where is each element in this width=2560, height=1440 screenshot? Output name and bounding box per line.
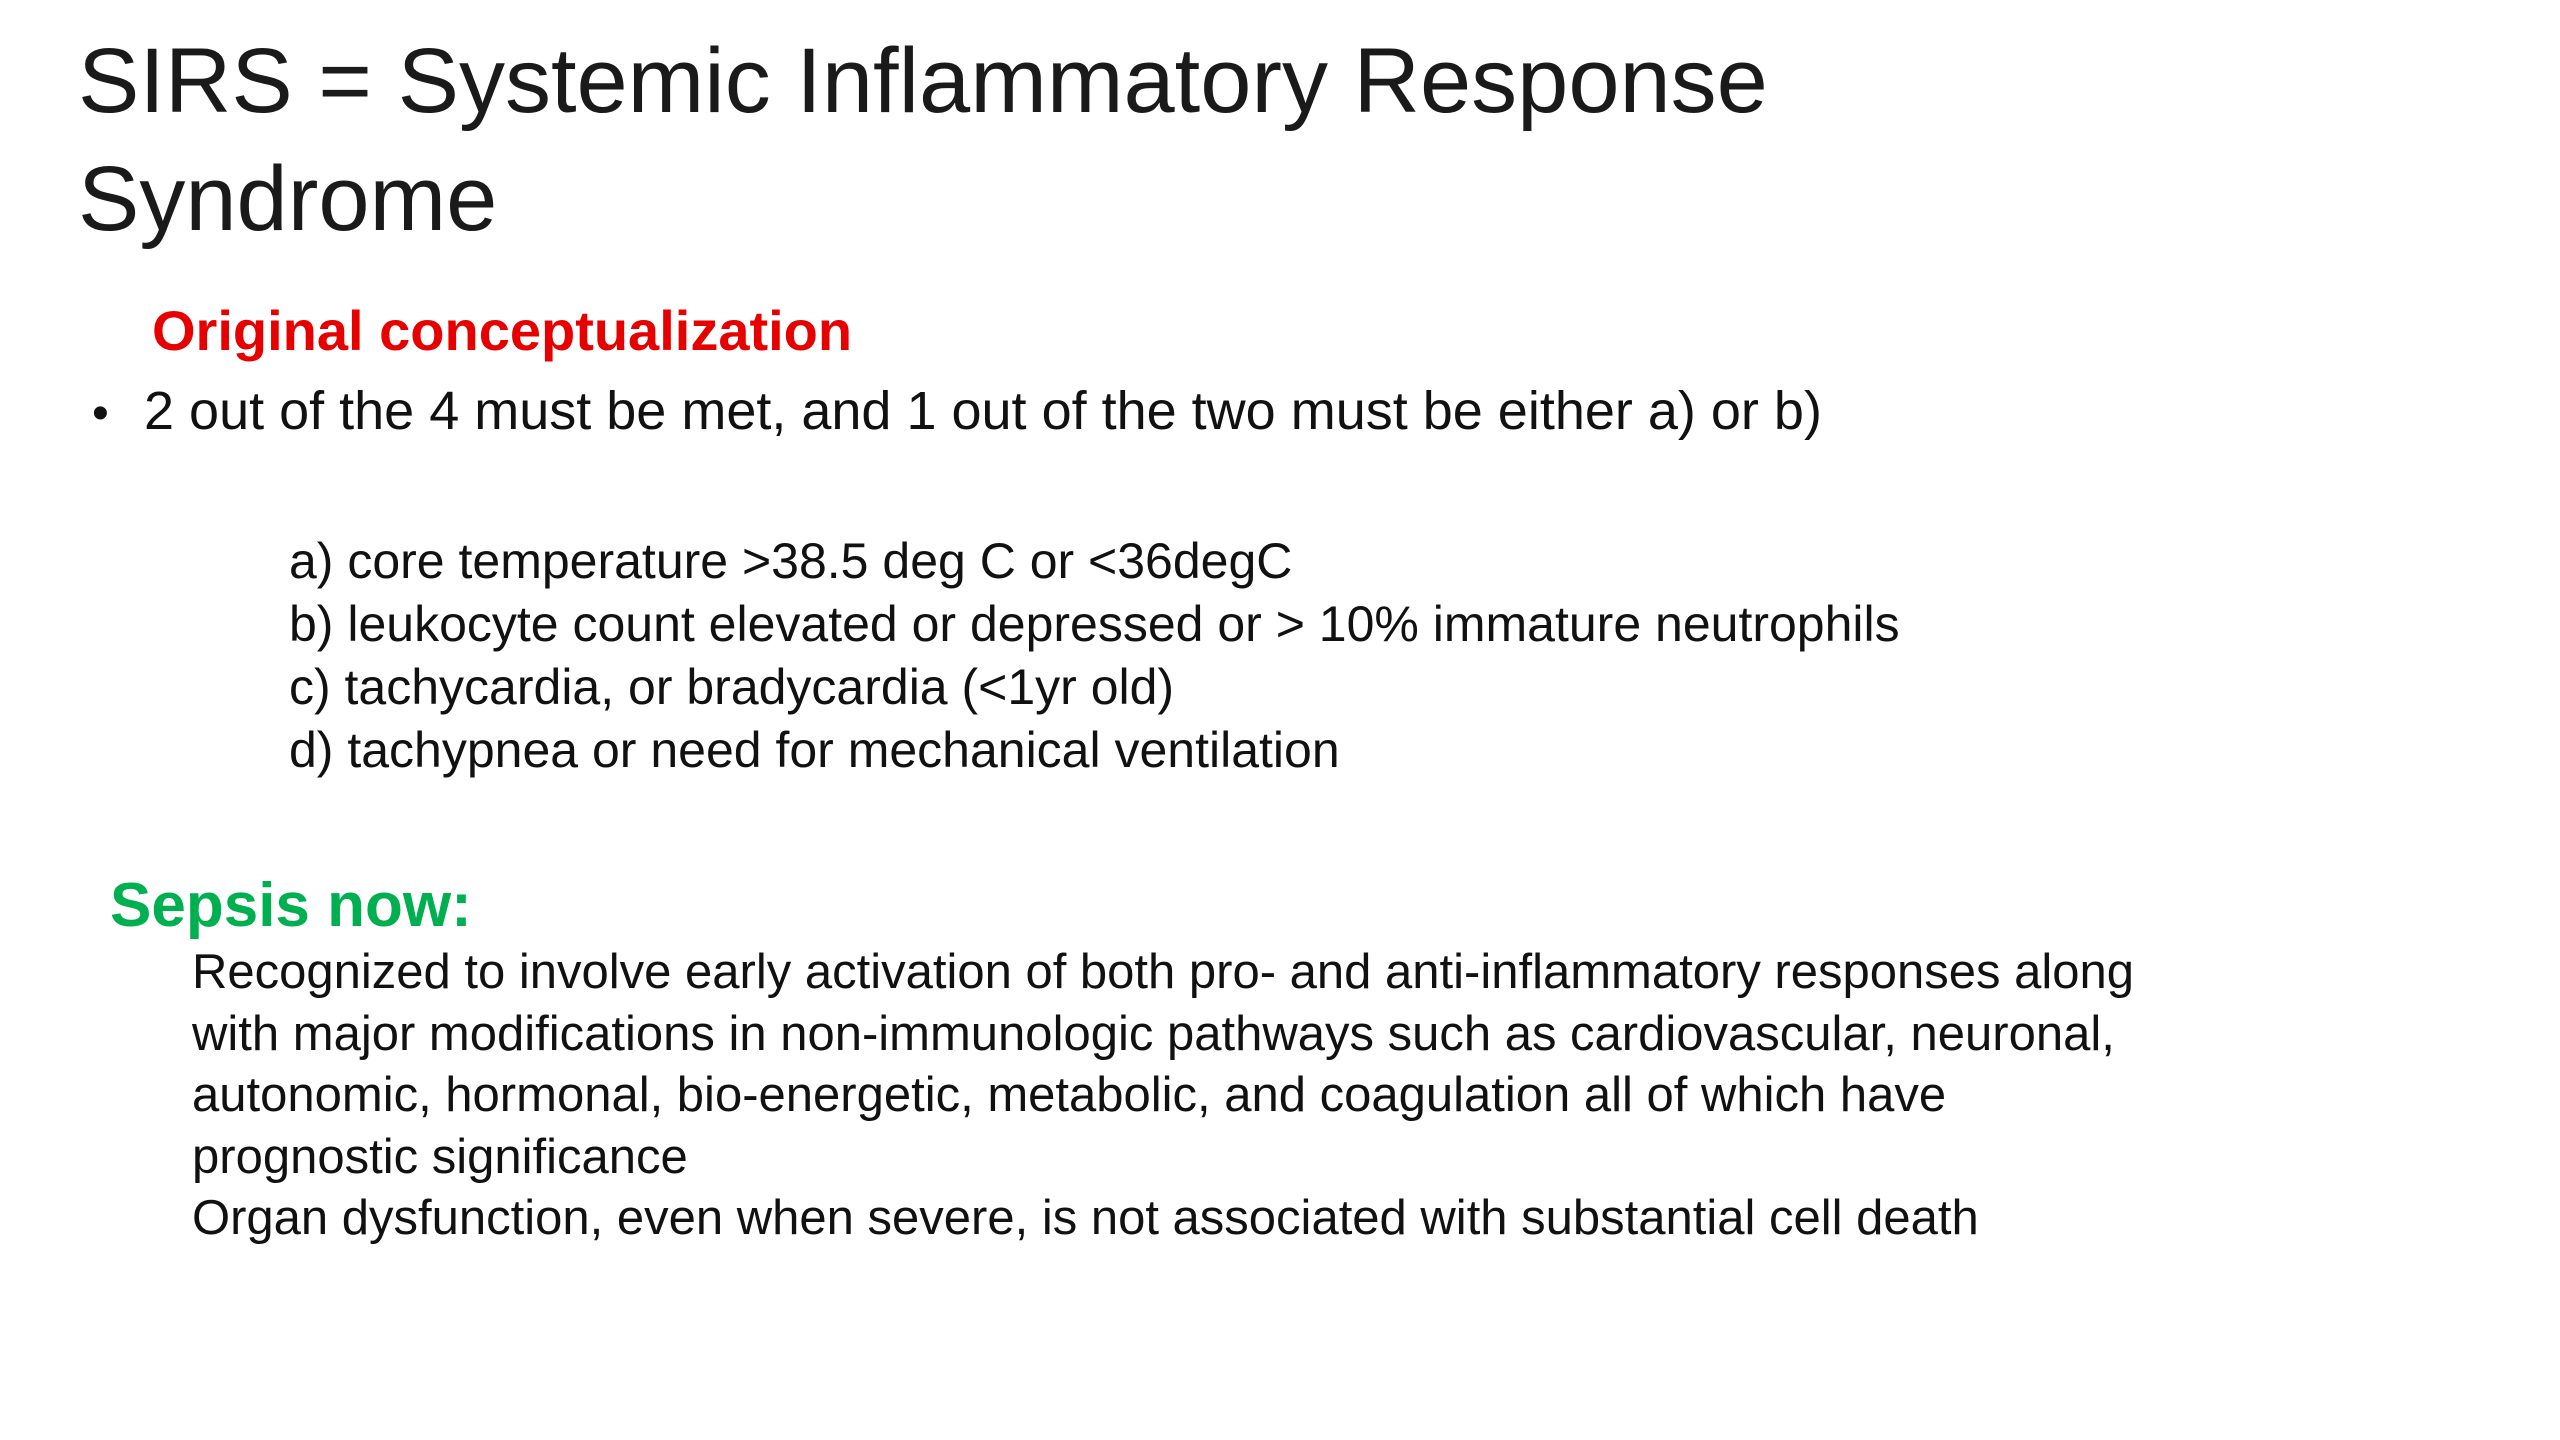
sirs-criteria-list <box>289 530 1900 782</box>
sepsis-line: with major modifications in non-immunologic pathways such as cardiovascular, neuronal, <box>192 1006 2115 1061</box>
criteria-item: c) tachycardia, or bradycardia (<1yr old) <box>289 659 1175 715</box>
criteria-rule-text: 2 out of the 4 must be met, and 1 out of the two must be either a) or b) <box>144 381 1822 441</box>
sepsis-line: Organ dysfunction, even when severe, is not associated with substantial cell death <box>192 1191 1979 1245</box>
sepsis-line: prognostic significance <box>192 1129 688 1184</box>
sepsis-now-description <box>192 942 2134 1250</box>
criteria-item: a) core temperature >38.5 deg C or <36degC <box>289 533 1293 589</box>
bullet-icon: • <box>92 387 109 440</box>
slide-title-line: SIRS = Systemic Inflammatory Response <box>78 30 1768 132</box>
slide-title <box>78 22 2178 258</box>
sepsis-line: autonomic, hormonal, bio-energetic, metabolic, and coagulation all of which have <box>192 1068 1947 1122</box>
criteria-item: d) tachypnea or need for mechanical ventilation <box>289 722 1340 778</box>
slide-title-line: Syndrome <box>78 148 498 250</box>
original-conceptualization-heading: Original conceptualization <box>152 299 853 362</box>
criteria-rule-bullet <box>92 376 1822 449</box>
criteria-item: b) leukocyte count elevated or depressed or > 10% immature neutrophils <box>289 596 1900 652</box>
sepsis-line: Recognized to involve early activation of both pro- and anti-inflammatory responses along <box>192 945 2135 999</box>
sepsis-now-heading: Sepsis now: <box>110 871 472 940</box>
